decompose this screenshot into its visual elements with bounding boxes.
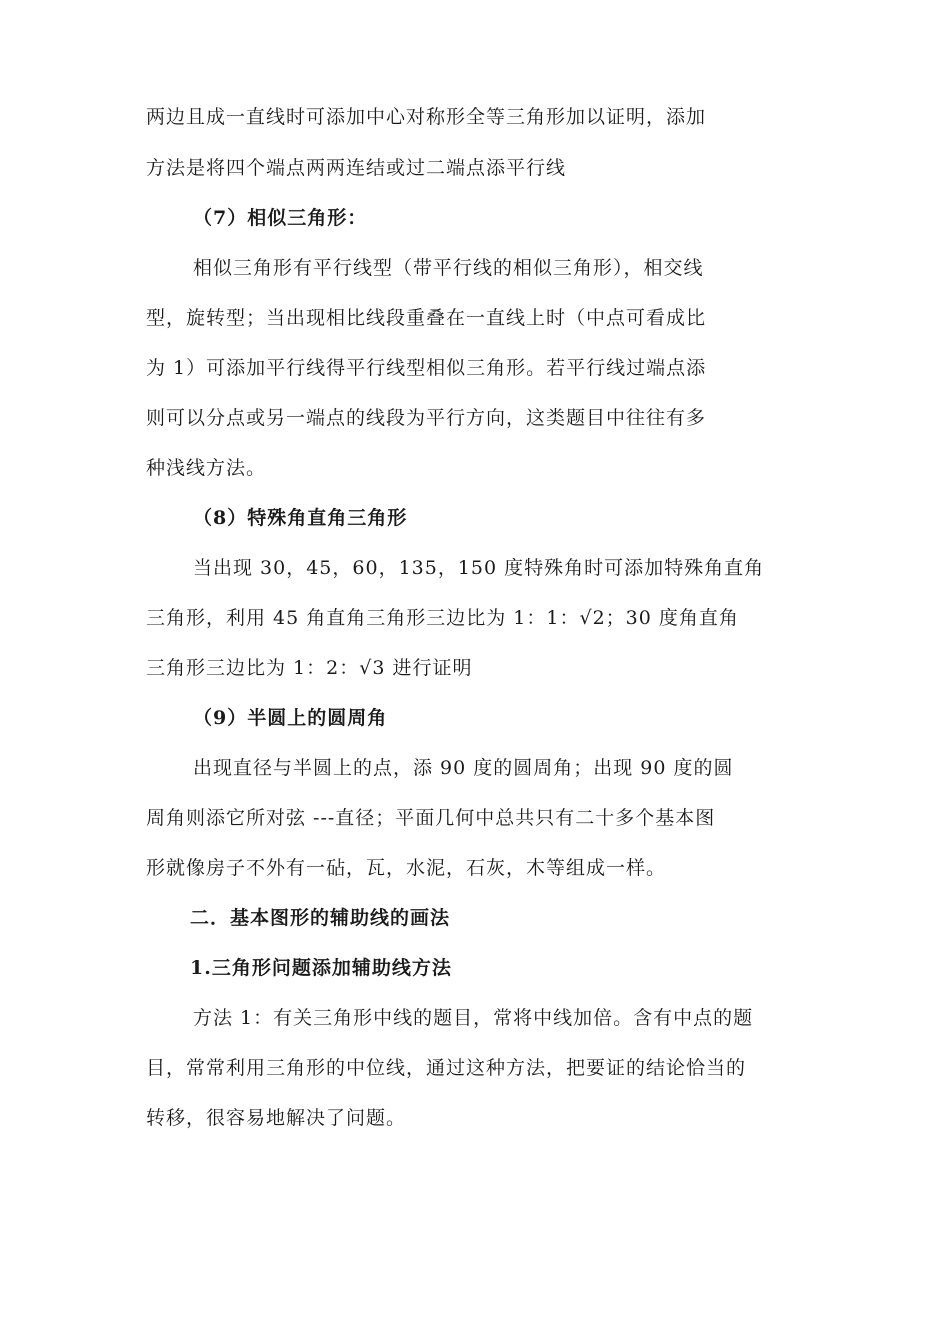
paragraph-first-line: 相似三角形有平行线型（带平行线的相似三角形），相交线	[193, 257, 704, 279]
subsection-heading-9: （9）半圆上的圆周角	[193, 707, 388, 729]
body-text-line: 三角形，利用 45 角直角三角形三边比为 1：1：√2；30 度角直角	[146, 607, 739, 629]
body-text-line: 种浅线方法。	[146, 457, 267, 479]
section-heading: 二．基本图形的辅助线的画法	[190, 907, 451, 929]
paragraph-first-line: 方法 1：有关三角形中线的题目，常将中线加倍。含有中点的题	[193, 1007, 754, 1029]
paragraph-first-line: 出现直径与半圆上的点，添 90 度的圆周角；出现 90 度的圆	[193, 757, 734, 779]
subsection-heading-7: （7）相似三角形：	[193, 207, 368, 229]
subsection-heading-8: （8）特殊角直角三角形	[193, 507, 408, 529]
body-text-line: 两边且成一直线时可添加中心对称形全等三角形加以证明，添加	[146, 106, 707, 128]
paragraph-first-line: 当出现 30，45，60，135，150 度特殊角时可添加特殊角直角	[193, 557, 765, 579]
body-text-line: 形就像房子不外有一砧，瓦，水泥，石灰，木等组成一样。	[146, 857, 667, 879]
body-text-line: 周角则添它所对弦 ---直径；平面几何中总共只有二十多个基本图	[146, 807, 716, 829]
subsection-heading-1: 1.三角形问题添加辅助线方法	[190, 957, 452, 979]
body-text-line: 转移，很容易地解决了问题。	[146, 1107, 407, 1129]
body-text-line: 为 1）可添加平行线得平行线型相似三角形。若平行线过端点添	[146, 357, 707, 379]
body-text-line: 则可以分点或另一端点的线段为平行方向，这类题目中往往有多	[146, 407, 707, 429]
body-text-line: 方法是将四个端点两两连结或过二端点添平行线	[146, 157, 567, 179]
body-text-line: 目，常常利用三角形的中位线，通过这种方法，把要证的结论恰当的	[146, 1057, 747, 1079]
body-text-line: 型，旋转型；当出现相比线段重叠在一直线上时（中点可看成比	[146, 307, 707, 329]
body-text-line: 三角形三边比为 1：2：√3 进行证明	[146, 657, 473, 679]
